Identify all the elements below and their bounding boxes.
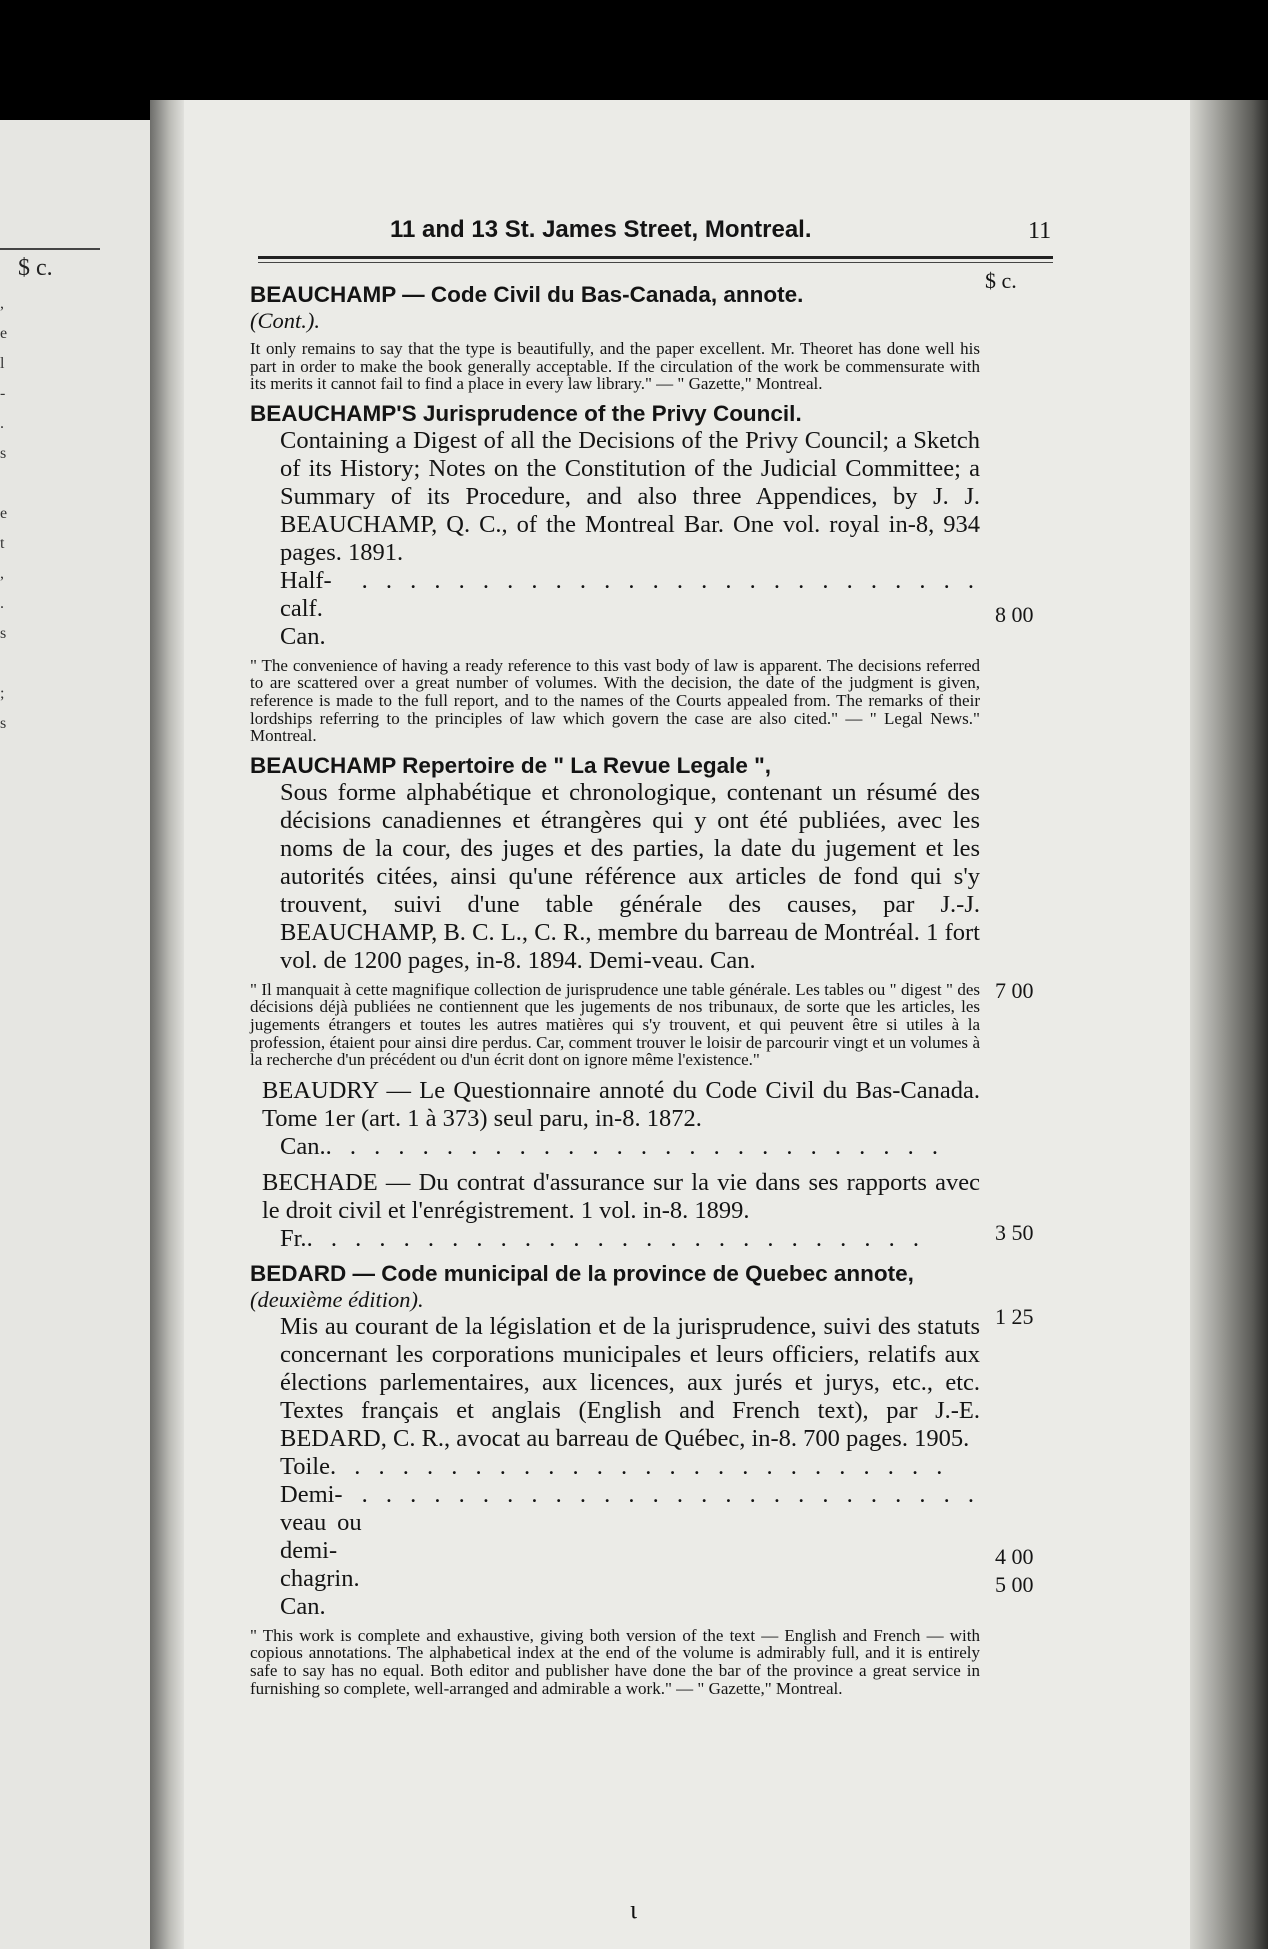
- entry-binding: Half-calf. Can.: [280, 566, 332, 650]
- dot-leader: . . . . . . . . . . . . . . . . . . . . . . . . . .: [306, 1224, 925, 1252]
- entry-description: Sous forme alphabétique et chronologique, contenant un résumé des décisions canadiennes et étrangères qui y ont été publiées, avec les noms de la cour, des juges et des parties, la date du jugement et les autorités citées, ainsi qu'une référence aux articles de fond qui s'y trouvent, suivi d'une table générale des causes, par J.-J. BEAUCHAMP, B. C. L., C. R., membre du barreau de Montréal. 1 fort vol. de 1200 pages, in-8. 1894. Demi-veau. Can.: [280, 778, 980, 974]
- entry-binding-line: [280, 1133, 980, 1161]
- entry-title: BEAUCHAMP Repertoire de " La Revue Legale ",: [250, 752, 772, 778]
- entry-description: Mis au courant de la législation et de la jurisprudence, suivi des statuts concernant les corporations municipales et leurs officiers, relatifs aux élections parlementaires, aux licences, aux jurés et jurys, etc., etc. Textes français et anglais (English and French text), par J.-E. BEDARD, C. R., avocat au barreau de Québec, in-8. 700 pages. 1905.: [280, 1312, 980, 1452]
- entry-continuation: (Cont.).: [250, 308, 320, 333]
- catalogue-entry: [250, 1261, 980, 1697]
- dot-leader: . . . . . . . . . . . . . . . . . . . . . . . . . .: [330, 1452, 949, 1480]
- price-column-heading: $ c.: [985, 268, 1017, 293]
- entry-description: Containing a Digest of all the Decisions of the Privy Council; a Sketch of its History; Notes on the Constitution of the Judicial Committee; a Summary of its Procedure, and also three Appendices, by J. J. BEAUCHAMP, Q. C., of the Montreal Bar. One vol. royal in-8, 934 pages. 1891.: [280, 426, 980, 566]
- entry-title: BEDARD — Code municipal de la province de Quebec annote, (deuxième édition).: [250, 1260, 914, 1312]
- entry-price: 1 25: [995, 1304, 1034, 1329]
- entry-title: BEAUDRY — Le Questionnaire annoté du Code Civil du Bas-Canada. Tome 1er (art. 1 à 373) seul paru, in-8. 1872.: [262, 1076, 980, 1132]
- entry-binding-line: [280, 1225, 980, 1253]
- entry-review-quote: " Il manquait à cette magnifique collection de jurisprudence une table générale. Les tables ou " digest " des décisions déjà publiées ne contiennent que les jugements de nos tribunaux, de sorte que les articles, les jugements étrangers et toutes les autres matières qui s'y trouvent, et qui peuvent être si utiles à la profession, étaient pour ainsi dire perdus. Car, comment trouver le loisir de parcourir vingt et un volumes à la recherche d'un précédent ou d'un écrit dont on ignore même l'existence.": [250, 979, 980, 1070]
- entry-binding-line: [280, 1453, 980, 1481]
- left-page-price-heading: $ c.: [18, 255, 53, 281]
- dot-leader: . . . . . . . . . . . . . . . . . . . . . . . . . .: [361, 1480, 980, 1508]
- header-rule: [258, 256, 1053, 259]
- entry-edition: (deuxième édition).: [250, 1286, 424, 1312]
- left-page-rule: [0, 248, 100, 250]
- entry-price: 3 50: [995, 1220, 1034, 1245]
- entry-price: 8 00: [995, 602, 1034, 627]
- entry-review-quote: " This work is complete and exhaustive, giving both version of the text — English and French — with copious annotations. The alphabetical index at the end of the volume is admirably full, and it is entirely safe to say has no equal. Both editor and publisher have done the bar of the province a great service in furnishing so complete, well-arranged and admirable a work." — " Gazette," Montreal.: [250, 1625, 980, 1698]
- catalogue-entry: [250, 282, 980, 393]
- book-spine-shadow: [150, 100, 184, 1949]
- entry-title: BECHADE — Du contrat d'assurance sur la vie dans ses rapports avec le droit civil et l'enrégistrement. 1 vol. in-8. 1899.: [262, 1168, 980, 1224]
- catalogue-entry: [250, 1077, 980, 1161]
- left-page-cut-text: , e l - . s e t , . s ; s: [0, 295, 8, 732]
- page-mark: ι: [630, 1895, 637, 1924]
- catalogue-entry: [250, 401, 980, 745]
- left-page-edge: [0, 120, 150, 1949]
- entry-price: 7 00: [995, 978, 1034, 1003]
- entry-price-alt: 5 00: [995, 1572, 1034, 1597]
- entry-title: BEAUCHAMP'S Jurisprudence of the Privy Council.: [250, 400, 802, 426]
- entry-binding: Fr.: [280, 1224, 307, 1252]
- entry-price: 4 00: [995, 1544, 1034, 1569]
- running-header: 11 and 13 St. James Street, Montreal.: [390, 216, 812, 243]
- catalogue-entry: [250, 1169, 980, 1253]
- page-edge-shadow: [1190, 100, 1268, 1949]
- entry-binding: Toile: [280, 1452, 330, 1480]
- entry-binding-alt: Demi-veau ou demi-chagrin. Can.: [280, 1480, 362, 1620]
- dot-leader: . . . . . . . . . . . . . . . . . . . . . . . . . .: [361, 566, 980, 594]
- entry-review-quote: " The convenience of having a ready reference to this vast body of law is apparent. The decisions referred to are scattered over a great number of volumes. With the decision, the date of the judgment is given, reference is made to the full report, and to the names of the Courts appealed from. The remarks of their lordships referring to the principles of law which govern the case are also cited." — " Legal News." Montreal.: [250, 655, 980, 746]
- entry-binding-line: [280, 1481, 980, 1621]
- header-rule-thin: [258, 262, 1053, 263]
- catalogue-body: [250, 282, 980, 1705]
- page-number: 11: [1028, 218, 1052, 244]
- entry-title: BEAUCHAMP — Code Civil du Bas-Canada, annote. (Cont.).: [250, 282, 804, 333]
- entry-review-quote: It only remains to say that the type is beautifully, and the paper excellent. Mr. Theoret has done well his part in order to make the book generally acceptable. If the circulation of the work be commensurate with its merits it cannot fail to find a place in every law library." — " Gazette," Montreal.: [250, 339, 980, 394]
- catalogue-entry: [250, 753, 980, 1069]
- entry-binding: Can.: [280, 1132, 326, 1160]
- entry-binding-line: [280, 567, 980, 651]
- dot-leader: . . . . . . . . . . . . . . . . . . . . . . . . . .: [325, 1132, 944, 1160]
